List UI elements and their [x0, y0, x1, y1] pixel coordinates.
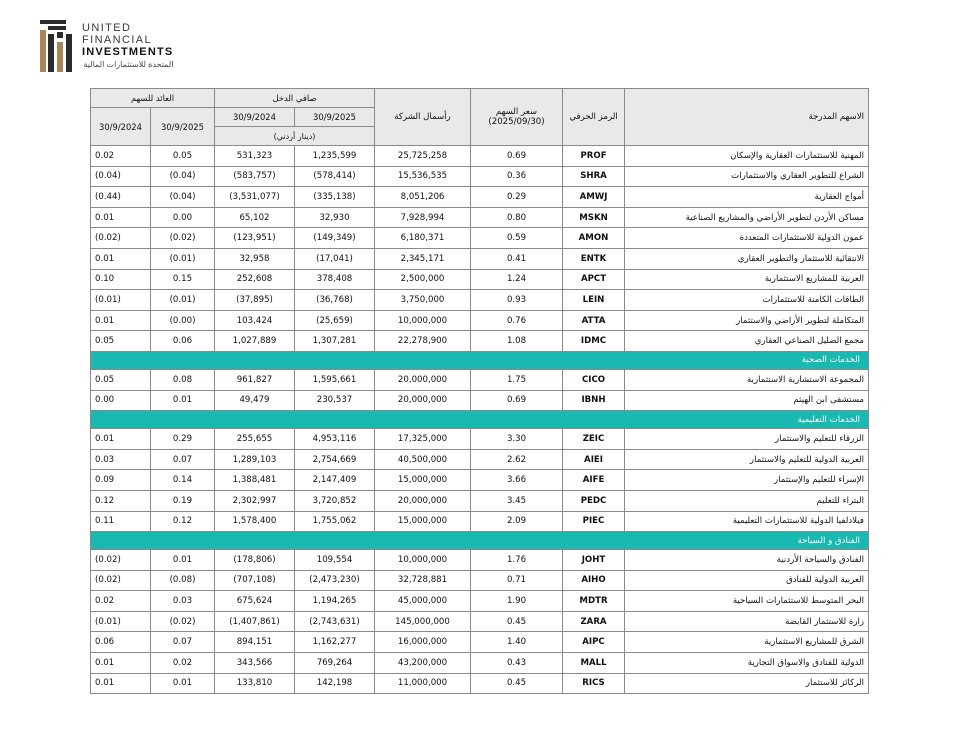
net-income-2025-cell: 1,307,281 [295, 331, 375, 352]
price-cell: 1.08 [471, 331, 563, 352]
capital-cell: 15,536,535 [375, 166, 471, 187]
net-income-2024-cell: 65,102 [215, 207, 295, 228]
net-income-2025-cell: (335,138) [295, 187, 375, 208]
symbol-cell: LEIN [563, 290, 625, 311]
table-row [91, 269, 869, 290]
return-2024-cell: 0.11 [91, 511, 151, 532]
table-row [91, 449, 869, 470]
stock-name-cell: مساكن الأردن لتطوير الأراضي والمشاريع الصناعية [625, 207, 869, 228]
table-row [91, 570, 869, 591]
price-cell: 0.36 [471, 166, 563, 187]
net-income-2025-cell: 1,595,661 [295, 369, 375, 390]
table-row [91, 511, 869, 532]
capital-cell: 2,500,000 [375, 269, 471, 290]
return-2024-cell: 0.05 [91, 331, 151, 352]
stock-name-cell: المهنية للاستثمارات العقارية والإسكان [625, 146, 869, 167]
net-income-2024-cell: 343,566 [215, 653, 295, 674]
capital-cell: 10,000,000 [375, 310, 471, 331]
company-logo [40, 20, 240, 76]
header-price-date: (2025/09/30) [488, 117, 545, 127]
return-2024-cell: 0.06 [91, 632, 151, 653]
capital-cell: 40,500,000 [375, 449, 471, 470]
capital-cell: 2,345,171 [375, 248, 471, 269]
net-income-2025-cell: (2,473,230) [295, 570, 375, 591]
table-row [91, 146, 869, 167]
price-cell: 3.45 [471, 490, 563, 511]
logo-line-1: UNITED [82, 22, 132, 34]
capital-cell: 20,000,000 [375, 390, 471, 411]
logo-line-2: FINANCIAL [82, 34, 153, 46]
net-income-2025-cell: 2,754,669 [295, 449, 375, 470]
stock-name-cell: العربية الدولية للتعليم والاستثمار [625, 449, 869, 470]
net-income-2025-cell: (36,768) [295, 290, 375, 311]
table-row [91, 207, 869, 228]
return-2024-cell: (0.02) [91, 550, 151, 571]
stock-name-cell: المتكاملة لتطوير الأراضي والاستثمار [625, 310, 869, 331]
return-2025-cell: 0.14 [151, 470, 215, 491]
net-income-2025-cell: 769,264 [295, 653, 375, 674]
price-cell: 3.30 [471, 429, 563, 450]
price-cell: 0.59 [471, 228, 563, 249]
capital-cell: 6,180,371 [375, 228, 471, 249]
return-2024-cell: 0.01 [91, 310, 151, 331]
return-2025-cell: (0.04) [151, 187, 215, 208]
net-income-2024-cell: 1,388,481 [215, 470, 295, 491]
return-2024-cell: 0.02 [91, 146, 151, 167]
symbol-cell: ZEIC [563, 429, 625, 450]
return-2025-cell: 0.07 [151, 632, 215, 653]
table-row [91, 290, 869, 311]
price-cell: 2.62 [471, 449, 563, 470]
symbol-cell: IDMC [563, 331, 625, 352]
return-2024-cell: 0.02 [91, 591, 151, 612]
net-income-2025-cell: 2,147,409 [295, 470, 375, 491]
header-ni-unit: (دينار أردني) [215, 127, 375, 146]
net-income-2024-cell: 961,827 [215, 369, 295, 390]
stock-name-cell: الدولية للفنادق والاسواق التجارية [625, 653, 869, 674]
return-2025-cell: 0.01 [151, 550, 215, 571]
net-income-2025-cell: (149,349) [295, 228, 375, 249]
stock-name-cell: العربية الدولية للفنادق [625, 570, 869, 591]
table-row [91, 632, 869, 653]
table-row [91, 653, 869, 674]
net-income-2025-cell: 4,953,116 [295, 429, 375, 450]
section-title: الخدمات الصحية [91, 351, 869, 369]
return-2024-cell: 0.05 [91, 369, 151, 390]
return-2025-cell: 0.19 [151, 490, 215, 511]
return-2025-cell: (0.08) [151, 570, 215, 591]
net-income-2024-cell: 675,624 [215, 591, 295, 612]
net-income-2024-cell: 1,289,103 [215, 449, 295, 470]
stock-name-cell: أمواج العقارية [625, 187, 869, 208]
table-row [91, 390, 869, 411]
price-cell: 0.43 [471, 653, 563, 674]
stocks-table [90, 88, 869, 694]
logo-line-3: INVESTMENTS [82, 46, 174, 58]
header-ni-2024: 30/9/2024 [215, 108, 295, 127]
table-row [91, 673, 869, 694]
table-row [91, 187, 869, 208]
symbol-cell: RICS [563, 673, 625, 694]
return-2024-cell: 0.01 [91, 207, 151, 228]
capital-cell: 8,051,206 [375, 187, 471, 208]
net-income-2024-cell: (707,108) [215, 570, 295, 591]
capital-cell: 145,000,000 [375, 611, 471, 632]
return-2025-cell: 0.02 [151, 653, 215, 674]
return-2024-cell: 0.03 [91, 449, 151, 470]
stock-name-cell: البحر المتوسط للاستثمارات السياحية [625, 591, 869, 612]
symbol-cell: APCT [563, 269, 625, 290]
section-header [91, 411, 869, 429]
price-cell: 1.90 [471, 591, 563, 612]
capital-cell: 43,200,000 [375, 653, 471, 674]
symbol-cell: ENTK [563, 248, 625, 269]
logo-mark-icon [40, 20, 76, 72]
return-2025-cell: 0.12 [151, 511, 215, 532]
section-header [91, 532, 869, 550]
net-income-2024-cell: 49,479 [215, 390, 295, 411]
price-cell: 2.09 [471, 511, 563, 532]
price-cell: 1.76 [471, 550, 563, 571]
symbol-cell: SHRA [563, 166, 625, 187]
price-cell: 0.71 [471, 570, 563, 591]
return-2025-cell: 0.03 [151, 591, 215, 612]
price-cell: 0.69 [471, 146, 563, 167]
capital-cell: 10,000,000 [375, 550, 471, 571]
symbol-cell: AMON [563, 228, 625, 249]
net-income-2024-cell: 2,302,997 [215, 490, 295, 511]
capital-cell: 25,725,258 [375, 146, 471, 167]
table-row [91, 228, 869, 249]
capital-cell: 15,000,000 [375, 470, 471, 491]
net-income-2025-cell: (578,414) [295, 166, 375, 187]
return-2025-cell: (0.00) [151, 310, 215, 331]
price-cell: 0.76 [471, 310, 563, 331]
header-price-label: سعر السهم [495, 107, 538, 117]
table-row [91, 369, 869, 390]
stock-name-cell: عمون الدولية للاستثمارات المتعددة [625, 228, 869, 249]
net-income-2025-cell: 142,198 [295, 673, 375, 694]
table-row [91, 591, 869, 612]
symbol-cell: AMWJ [563, 187, 625, 208]
return-2024-cell: 0.01 [91, 653, 151, 674]
header-net-income: صافي الدخل [215, 89, 375, 108]
price-cell: 0.45 [471, 611, 563, 632]
stock-name-cell: المجموعة الاستشارية الاستثمارية [625, 369, 869, 390]
table-row [91, 248, 869, 269]
return-2025-cell: 0.08 [151, 369, 215, 390]
section-title: الفنادق و السياحة [91, 532, 869, 550]
price-cell: 0.80 [471, 207, 563, 228]
header-price [471, 89, 563, 146]
capital-cell: 17,325,000 [375, 429, 471, 450]
return-2025-cell: 0.01 [151, 390, 215, 411]
return-2025-cell: (0.01) [151, 290, 215, 311]
capital-cell: 3,750,000 [375, 290, 471, 311]
stock-name-cell: الفنادق والسياحة الأردنية [625, 550, 869, 571]
return-2024-cell: 0.10 [91, 269, 151, 290]
return-2025-cell: 0.07 [151, 449, 215, 470]
symbol-cell: PROF [563, 146, 625, 167]
table-row [91, 166, 869, 187]
symbol-cell: AIFE [563, 470, 625, 491]
return-2024-cell: 0.00 [91, 390, 151, 411]
table-row [91, 470, 869, 491]
return-2025-cell: (0.04) [151, 166, 215, 187]
price-cell: 0.69 [471, 390, 563, 411]
return-2024-cell: 0.01 [91, 429, 151, 450]
price-cell: 1.24 [471, 269, 563, 290]
price-cell: 0.41 [471, 248, 563, 269]
return-2024-cell: 0.01 [91, 248, 151, 269]
capital-cell: 7,928,994 [375, 207, 471, 228]
net-income-2025-cell: (25,659) [295, 310, 375, 331]
return-2025-cell: 0.15 [151, 269, 215, 290]
net-income-2024-cell: 103,424 [215, 310, 295, 331]
return-2025-cell: 0.06 [151, 331, 215, 352]
price-cell: 1.75 [471, 369, 563, 390]
net-income-2025-cell: (2,743,631) [295, 611, 375, 632]
section-title: الخدمات التعليمية [91, 411, 869, 429]
header-capital: رأسمال الشركة [375, 89, 471, 146]
net-income-2024-cell: 255,655 [215, 429, 295, 450]
net-income-2024-cell: 32,958 [215, 248, 295, 269]
return-2024-cell: (0.01) [91, 290, 151, 311]
net-income-2024-cell: (583,757) [215, 166, 295, 187]
return-2024-cell: (0.44) [91, 187, 151, 208]
symbol-cell: MDTR [563, 591, 625, 612]
price-cell: 0.93 [471, 290, 563, 311]
net-income-2025-cell: (17,041) [295, 248, 375, 269]
return-2025-cell: 0.29 [151, 429, 215, 450]
return-2025-cell: (0.02) [151, 228, 215, 249]
net-income-2024-cell: (37,895) [215, 290, 295, 311]
table-row [91, 550, 869, 571]
stock-name-cell: العربية للمشاريع الاستثمارية [625, 269, 869, 290]
net-income-2024-cell: 1,027,889 [215, 331, 295, 352]
capital-cell: 32,728,881 [375, 570, 471, 591]
net-income-2024-cell: (123,951) [215, 228, 295, 249]
return-2025-cell: 0.05 [151, 146, 215, 167]
price-cell: 0.45 [471, 673, 563, 694]
net-income-2025-cell: 1,194,265 [295, 591, 375, 612]
symbol-cell: JOHT [563, 550, 625, 571]
symbol-cell: MALL [563, 653, 625, 674]
table-row [91, 310, 869, 331]
stock-name-cell: الطاقات الكامنة للاستثمارات [625, 290, 869, 311]
net-income-2024-cell: 531,323 [215, 146, 295, 167]
return-2024-cell: (0.02) [91, 570, 151, 591]
capital-cell: 20,000,000 [375, 369, 471, 390]
return-2025-cell: (0.01) [151, 248, 215, 269]
net-income-2025-cell: 1,755,062 [295, 511, 375, 532]
net-income-2024-cell: (1,407,861) [215, 611, 295, 632]
return-2024-cell: (0.02) [91, 228, 151, 249]
net-income-2025-cell: 3,720,852 [295, 490, 375, 511]
return-2025-cell: 0.01 [151, 673, 215, 694]
capital-cell: 16,000,000 [375, 632, 471, 653]
stock-name-cell: الزرقاء للتعليم والاستثمار [625, 429, 869, 450]
header-symbol: الرمز الحرفي [563, 89, 625, 146]
capital-cell: 15,000,000 [375, 511, 471, 532]
header-ni-2025: 30/9/2025 [295, 108, 375, 127]
return-2024-cell: (0.04) [91, 166, 151, 187]
symbol-cell: AIHO [563, 570, 625, 591]
stock-name-cell: مستشفى ابن الهيثم [625, 390, 869, 411]
stock-name-cell: زارة للاستثمار القابضة [625, 611, 869, 632]
stock-name-cell: الإسراء للتعليم والإستثمار [625, 470, 869, 491]
header-ret-2025: 30/9/2025 [151, 108, 215, 146]
return-2024-cell: 0.01 [91, 673, 151, 694]
logo-line-arabic: المتحدة للاستثمارات المالية [83, 60, 174, 69]
section-header [91, 351, 869, 369]
stock-name-cell: الشرق للمشاريع الاستثمارية [625, 632, 869, 653]
symbol-cell: IBNH [563, 390, 625, 411]
return-2024-cell: (0.01) [91, 611, 151, 632]
return-2024-cell: 0.09 [91, 470, 151, 491]
header-return: العائد للسهم [91, 89, 215, 108]
symbol-cell: ZARA [563, 611, 625, 632]
return-2024-cell: 0.12 [91, 490, 151, 511]
stock-name-cell: فيلادلفيا الدولية للاستثمارات التعليمية [625, 511, 869, 532]
net-income-2025-cell: 1,235,599 [295, 146, 375, 167]
net-income-2025-cell: 32,930 [295, 207, 375, 228]
capital-cell: 20,000,000 [375, 490, 471, 511]
symbol-cell: AIPC [563, 632, 625, 653]
table-row [91, 429, 869, 450]
return-2025-cell: 0.00 [151, 207, 215, 228]
net-income-2024-cell: 133,810 [215, 673, 295, 694]
symbol-cell: MSKN [563, 207, 625, 228]
header-ret-2024: 30/9/2024 [91, 108, 151, 146]
net-income-2024-cell: 252,608 [215, 269, 295, 290]
net-income-2024-cell: (3,531,077) [215, 187, 295, 208]
symbol-cell: PEDC [563, 490, 625, 511]
symbol-cell: ATTA [563, 310, 625, 331]
net-income-2024-cell: (178,806) [215, 550, 295, 571]
table-row [91, 331, 869, 352]
capital-cell: 11,000,000 [375, 673, 471, 694]
symbol-cell: AIEI [563, 449, 625, 470]
symbol-cell: PIEC [563, 511, 625, 532]
net-income-2024-cell: 894,151 [215, 632, 295, 653]
table-row [91, 611, 869, 632]
price-cell: 3.66 [471, 470, 563, 491]
capital-cell: 22,278,900 [375, 331, 471, 352]
stock-name-cell: مجمع الضليل الصناعي العقاري [625, 331, 869, 352]
net-income-2025-cell: 378,408 [295, 269, 375, 290]
stock-name-cell: الشراع للتطوير العقاري والاستثمارات [625, 166, 869, 187]
price-cell: 1.40 [471, 632, 563, 653]
table-row [91, 490, 869, 511]
net-income-2024-cell: 1,578,400 [215, 511, 295, 532]
net-income-2025-cell: 1,162,277 [295, 632, 375, 653]
price-cell: 0.29 [471, 187, 563, 208]
net-income-2025-cell: 230,537 [295, 390, 375, 411]
stock-name-cell: الركائز للاستثمار [625, 673, 869, 694]
symbol-cell: CICO [563, 369, 625, 390]
stock-name-cell: البتراء للتعليم [625, 490, 869, 511]
stock-name-cell: الانتقائية للاستثمار والتطوير العقاري [625, 248, 869, 269]
header-name: الاسهم المدرجة [625, 89, 869, 146]
net-income-2025-cell: 109,554 [295, 550, 375, 571]
return-2025-cell: (0.02) [151, 611, 215, 632]
capital-cell: 45,000,000 [375, 591, 471, 612]
